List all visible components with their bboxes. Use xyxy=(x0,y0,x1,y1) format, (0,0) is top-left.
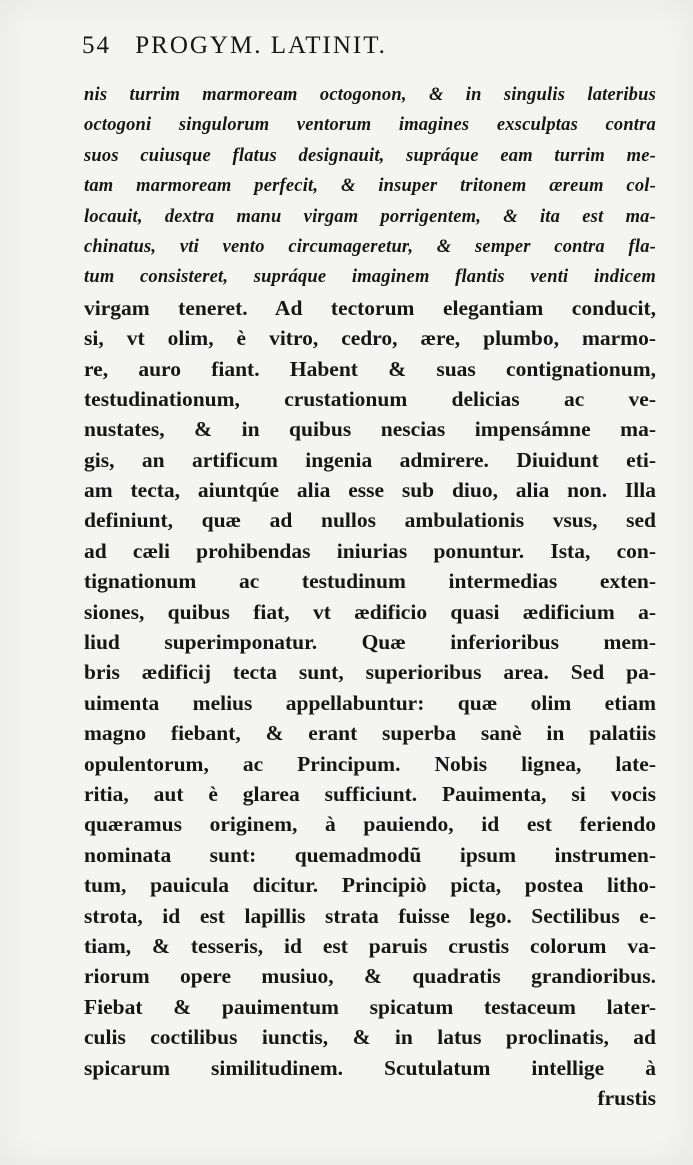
text-line: si, vt olim, è vitro, cedro, ære, plumbo, marmo- xyxy=(84,326,656,351)
text-line: quæramus originem, à pauiendo, id est feriendo xyxy=(84,812,656,837)
text-line: chinatus, vti vento circumageretur, & semper contra fla- xyxy=(84,236,656,257)
text-line: riorum opere musiuo, & quadratis grandioribus. xyxy=(84,964,656,989)
text-line: strota, id est lapillis strata fuisse lego. Sectilibus e- xyxy=(84,903,656,928)
text-line: tam marmoream perfecit, & insuper tritonem æreum col- xyxy=(84,176,656,197)
text-line: nustates, & in quibus nescias impensámne ma- xyxy=(84,417,656,442)
text-line: siones, quibus fiat, vt ædificio quasi ædificium a- xyxy=(84,599,656,624)
text-line: opulentorum, ac Principum. Nobis lignea, late- xyxy=(84,751,656,776)
page-number: 54 xyxy=(82,32,111,59)
text-line: tum, pauicula dicitur. Principiò picta, postea litho- xyxy=(84,873,656,898)
text-line: nominata sunt: quemadmodũ ipsum instrumen- xyxy=(84,842,656,867)
text-line: gis, an artificum ingenia admirere. Diuidunt eti- xyxy=(84,447,656,472)
running-title: PROGYM. LATINIT. xyxy=(135,32,387,59)
text-line: octogoni singulorum ventorum imagines exsculptas contra xyxy=(84,115,656,136)
text-line: nis turrim marmoream octogonon, & in singulis lateribus xyxy=(84,85,656,105)
text-line: definiunt, quæ ad nullos ambulationis vsus, sed xyxy=(84,508,656,533)
text-line: ad cæli prohibendas iniurias ponuntur. Ista, con- xyxy=(84,538,656,563)
text-line: Fiebat & pauimentum spicatum testaceum later- xyxy=(84,994,656,1019)
text-line: tignationum ac testudinum intermedias exten- xyxy=(84,569,656,594)
text-line: suos cuiusque flatus designauit, supráque eam turrim me- xyxy=(84,145,656,166)
text-line: liud superimponatur. Quæ inferioribus mem- xyxy=(84,630,656,655)
text-line: culis coctilibus iunctis, & in latus proclinatis, ad xyxy=(84,1025,656,1050)
text-line: testudinationum, crustationum delicias ac ve- xyxy=(84,386,656,411)
text-line: magno fiebant, & erant superba sanè in palatiis xyxy=(84,721,656,746)
text-line: bris ædificij tecta sunt, superioribus area. Sed pa- xyxy=(84,660,656,685)
running-head xyxy=(82,32,672,72)
text-line: locauit, dextra manu virgam porrigentem, & ita est ma- xyxy=(84,206,656,227)
text-line: virgam teneret. Ad tectorum elegantiam conducit, xyxy=(84,295,656,320)
text-line: tum consisteret, supráque imaginem flantis venti indicem xyxy=(84,267,656,288)
text-line: tiam, & tesseris, id est paruis crustis colorum va- xyxy=(84,933,656,958)
catchword: frustis xyxy=(597,1085,656,1110)
text-line: uimenta melius appellabuntur: quæ olim etiam xyxy=(84,690,656,715)
text-line: ritia, aut è glarea sufficiunt. Pauimenta, si vocis xyxy=(84,781,656,806)
text-line: spicarum similitudinem. Scutulatum intellige à xyxy=(84,1055,656,1080)
text-line: am tecta, aiuntqúe alia esse sub diuo, alia non. Illa xyxy=(84,478,656,503)
body-text xyxy=(84,80,656,1113)
text-line: re, auro fiant. Habent & suas contignationum, xyxy=(84,356,656,381)
